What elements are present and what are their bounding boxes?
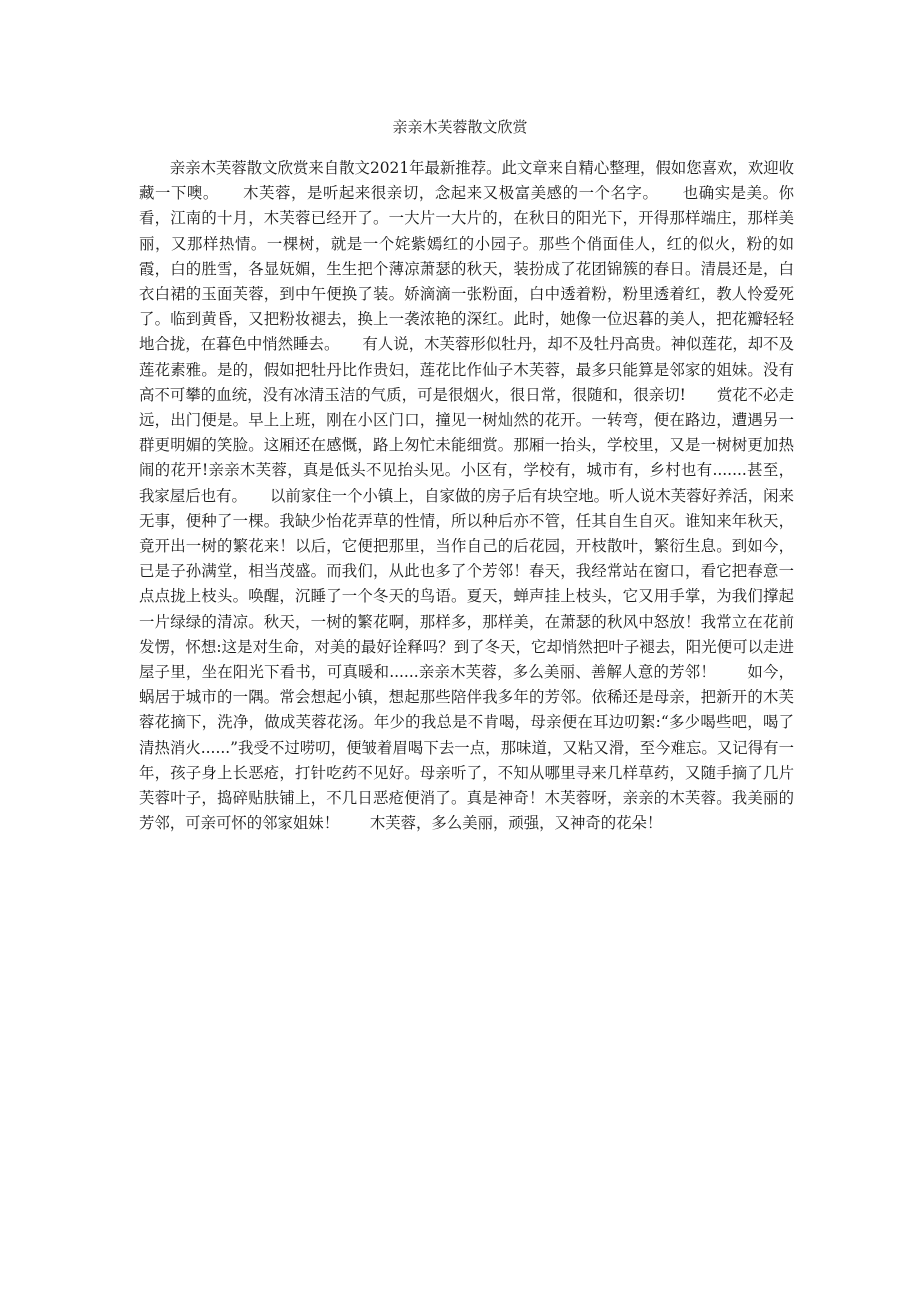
- document-title: 亲亲木芙蓉散文欣赏: [392, 118, 528, 136]
- document-body-paragraph: 亲亲木芙蓉散文欣赏来自散文2021年最新推荐。此文章来自精心整理，假如您喜欢，欢迎收藏一下噢。 木芙蓉，是听起来很亲切，念起来又极富美感的一个名字。 也确实是美。你看，江南的十月，木芙蓉已经开了。一大片一大片的，在秋日的阳光下，开得那样端庄，那样美丽，又那样热情。一棵树，就是一个姹紫嫣红的小园子。那些个俏面佳人，红的似火，粉的如霞，白的胜雪，各显妩媚，生生把个薄凉萧瑟的秋天，装扮成了花团锦簇的春日。清晨还是，白衣白裙的玉面芙蓉，到中午便换了装。娇滴滴一张粉面，白中透着粉，粉里透着红，教人怜爱死了。临到黄昏，又把粉妆褪去，换上一袭浓艳的深红。此时，她像一位迟暮的美人，把花瓣轻轻地合拢，在暮色中悄然睡去。 有人说，木芙蓉形似牡丹，却不及牡丹高贵。神似莲花，却不及莲花素雅。是的，假如把牡丹比作贵妇，莲花比作仙子木芙蓉，最多只能算是邻家的姐妹。没有高不可攀的血统，没有冰清玉洁的气质，可是很烟火，很日常，很随和，很亲切! 赏花不必走远，出门便是。早上上班，刚在小区门口，撞见一树灿然的花开。一转弯，便在路边，遭遇另一群更明媚的笑脸。这厢还在感慨，路上匆忙未能细赏。那厢一抬头，学校里，又是一树树更加热闹的花开!亲亲木芙蓉，真是低头不见抬头见。小区有，学校有，城市有，乡村也有.......甚至，我家屋后也有。 以前家住一个小镇上，自家做的房子后有块空地。听人说木芙蓉好养活，闲来无事，便种了一棵。我缺少怡花弄草的性情，所以种后亦不管，任其自生自灭。谁知来年秋天，竟开出一树的繁花来！以后，它便把那里，当作自己的后花园，开枝散叶，繁衍生息。到如今，已是子孙满堂，相当茂盛。而我们，从此也多了个芳邻！春天，我经常站在窗口，看它把春意一点点拢上枝头。唤醒，沉睡了一个冬天的鸟语。夏天，蝉声挂上枝头，它又用手掌，为我们撑起一片绿绿的清凉。秋天，一树的繁花啊，那样多，那样美，在萧瑟的秋风中怒放！我常立在花前发愣，怀想:这是对生命，对美的最好诠释吗？到了冬天，它却悄然把叶子褪去，阳光便可以走进屋子里，坐在阳光下看书，可真暖和......亲亲木芙蓉，多么美丽、善解人意的芳邻！ 如今，蜗居于城市的一隅。常会想起小镇，想起那些陪伴我多年的芳邻。依稀还是母亲，把新开的木芙蓉花摘下，洗净，做成芙蓉花汤。年少的我总是不肯喝，母亲便在耳边叨絮:“多少喝些吧，喝了清热消火......”我受不过唠叨，便皱着眉喝下去一点，那味道，又粘又滑，至今难忘。又记得有一年，孩子身上长恶疮，打针吃药不见好。母亲听了，不知从哪里寻来几样草药，又随手摘了几片芙蓉叶子，捣碎贴肤铺上，不几日恶疮便消了。真是神奇！木芙蓉呀，亲亲的木芙蓉。我美丽的芳邻，可亲可怀的邻家姐妹！ 木芙蓉，多么美丽，顽强，又神奇的花朵！: [139, 159, 794, 833]
